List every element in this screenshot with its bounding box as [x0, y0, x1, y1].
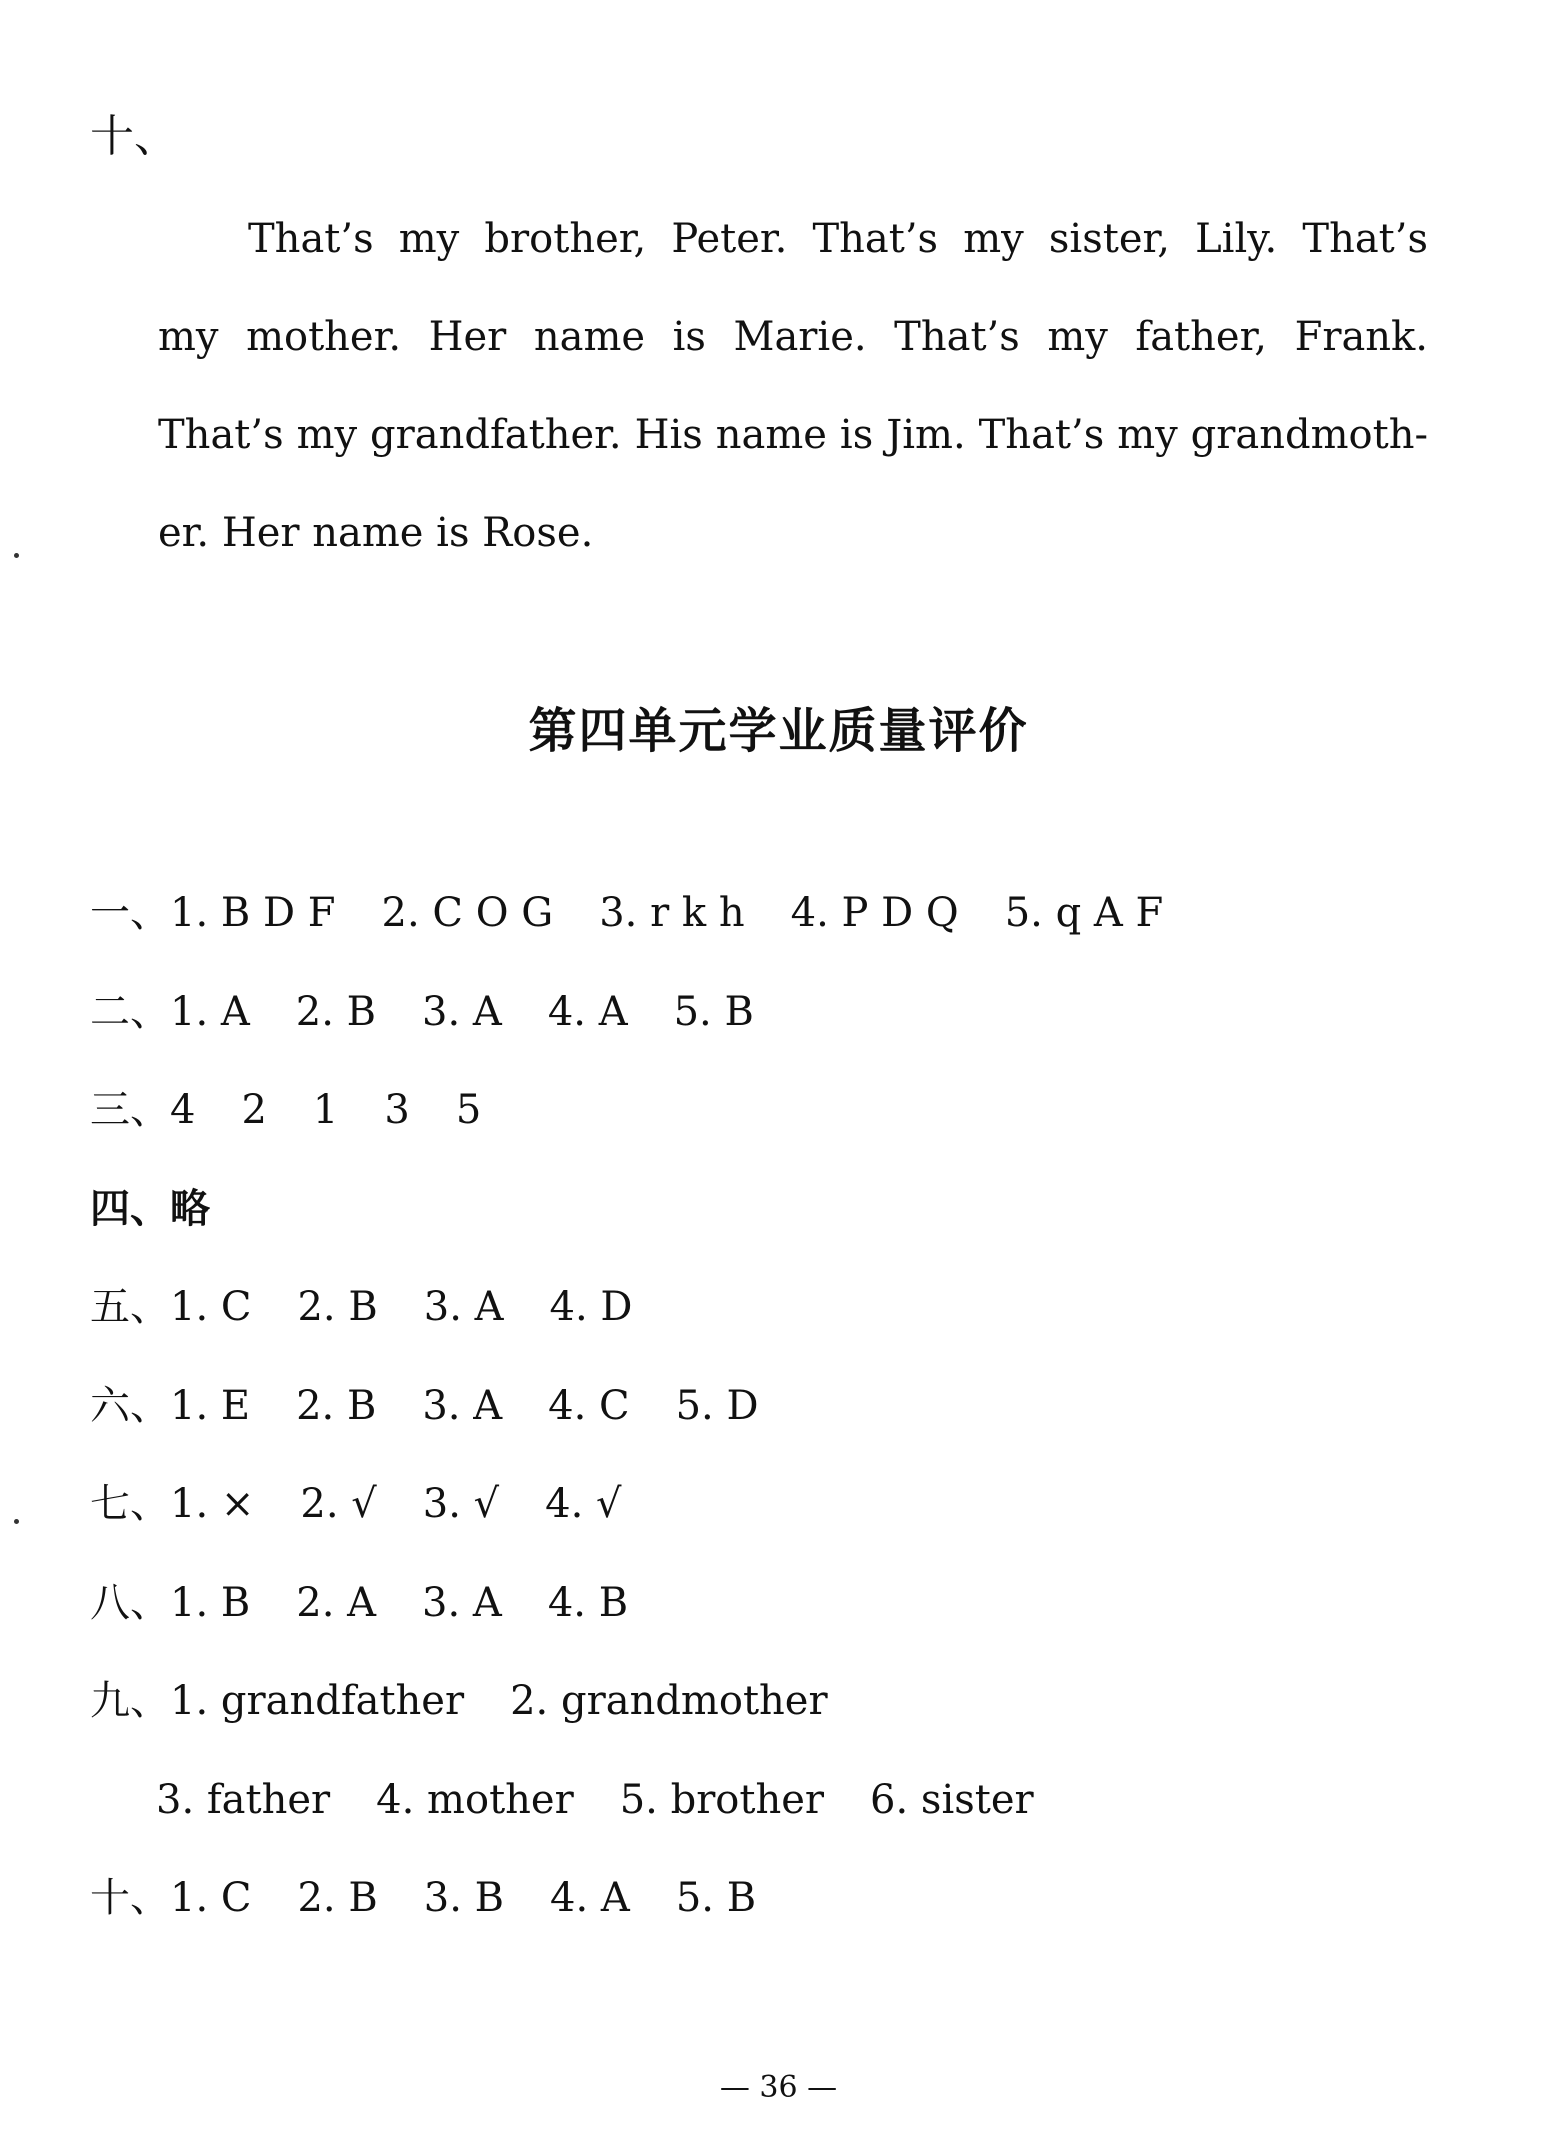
passage-line: my mother. Her name is Marie. That’s my father, Frank. [158, 314, 1428, 360]
answer-row [90, 1673, 1209, 1772]
answer-row [90, 1378, 1209, 1477]
answer-item: 1. C [170, 1875, 252, 1921]
answer-item: 3 [384, 1087, 410, 1133]
unit-title: 第四单元学业质量评价 [528, 703, 1029, 759]
answer-item: 4. P D Q [790, 890, 959, 936]
answer-row [90, 885, 1209, 984]
answer-item: 1. E [170, 1382, 251, 1429]
question-number: 四、 [90, 1184, 170, 1232]
page-number: — 36 — [719, 2070, 838, 2105]
answer-item: 5 [455, 1087, 482, 1133]
answer-item: 4. D [549, 1284, 633, 1330]
answer-row [90, 1476, 1209, 1575]
passage-line: That’s my brother, Peter. That’s my sister, Lily. That’s [248, 216, 1428, 262]
question-number: 三、 [90, 1087, 170, 1133]
answer-item: 4 [170, 1087, 196, 1133]
answer-item: 5. brother [619, 1776, 825, 1823]
answer-items [170, 885, 1209, 941]
answer-row [90, 1082, 1209, 1181]
answer-item: 3. A [423, 1284, 504, 1330]
answer-item: 4. B [547, 1579, 629, 1626]
answer-row [90, 1575, 1209, 1674]
answer-item: 1. B D F [170, 890, 336, 936]
question-number: 九、 [90, 1678, 170, 1724]
answer-item: 1. C [170, 1284, 252, 1330]
answer-item: 3. A [422, 1382, 503, 1429]
answer-row [90, 1279, 1209, 1378]
question-number: 七、 [90, 1481, 170, 1527]
answer-item: 1. × [170, 1481, 255, 1527]
answer-item: 3. B [423, 1875, 505, 1921]
answer-item: 1. B [170, 1579, 251, 1626]
answer-item: 6. sister [870, 1776, 1034, 1823]
answer-items [170, 1476, 668, 1532]
question-number: 二、 [90, 988, 170, 1035]
answer-items [90, 1772, 1080, 1828]
answer-item: 3. A [422, 988, 502, 1035]
listening-passage [158, 190, 1428, 582]
answer-item: 2. √ [300, 1481, 377, 1527]
answer-items [170, 1575, 674, 1631]
answer-items [170, 1870, 802, 1926]
answer-items [170, 1181, 256, 1237]
scan-speck [14, 1519, 19, 1524]
answer-item: 4. C [548, 1382, 630, 1429]
answer-row [90, 1870, 1209, 1969]
passage-line: That’s my grandfather. His name is Jim. That’s my grandmoth- [158, 412, 1428, 458]
question-number: 十、 [90, 1875, 170, 1921]
answer-item: 2. A [296, 1579, 377, 1626]
answer-row [90, 1181, 1209, 1280]
answer-item: 2 [241, 1087, 267, 1133]
answer-item: 略 [170, 1184, 210, 1232]
question-number: 五、 [90, 1284, 170, 1330]
answer-item: 2. B [297, 1875, 378, 1921]
answer-item: 4. A [550, 1875, 630, 1921]
answer-item: 2. B [296, 1382, 377, 1429]
answer-item: 5. D [675, 1382, 759, 1429]
answer-items [170, 1673, 874, 1729]
question-number: 一、 [90, 890, 170, 936]
answer-row [90, 984, 1209, 1083]
answer-item: 3. √ [422, 1481, 500, 1527]
answer-item: 5. B [675, 1875, 757, 1921]
answer-item: 2. grandmother [510, 1678, 828, 1724]
answer-item: 2. B [297, 1284, 378, 1330]
answer-items [170, 1279, 678, 1335]
answer-item: 2. B [295, 988, 377, 1035]
answer-item: 4. √ [545, 1481, 622, 1527]
answer-items [170, 1378, 805, 1434]
answer-item: 5. B [673, 988, 754, 1035]
answer-item: 5. q A F [1004, 890, 1164, 936]
answer-items [170, 984, 800, 1040]
answer-item: 2. C O G [381, 890, 554, 936]
answer-item: 1. A [170, 988, 250, 1035]
answer-item: 4. A [547, 988, 628, 1035]
section-ten-label: 十、 [90, 111, 178, 162]
question-number: 六、 [90, 1382, 170, 1429]
answer-item: 3. r k h [599, 890, 745, 936]
answer-items [170, 1082, 527, 1138]
answer-item: 4. mother [376, 1776, 574, 1823]
scan-speck [14, 553, 19, 558]
answer-row [90, 1772, 1209, 1871]
answer-item: 3. A [422, 1579, 502, 1626]
answer-item: 3. father [156, 1776, 331, 1823]
passage-line: er. Her name is Rose. [158, 510, 594, 556]
answer-item: 1. grandfather [170, 1678, 465, 1724]
answer-list [90, 885, 1209, 1969]
question-number: 八、 [90, 1579, 170, 1626]
answer-item: 1 [312, 1087, 339, 1133]
